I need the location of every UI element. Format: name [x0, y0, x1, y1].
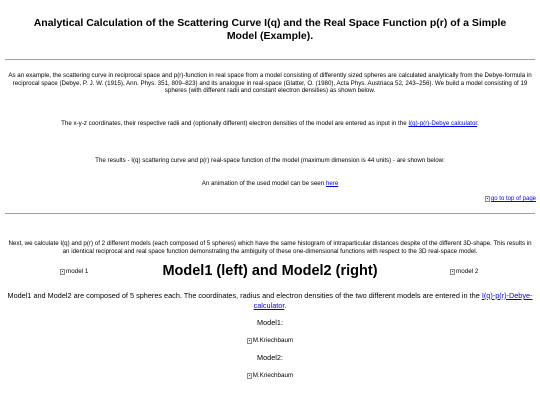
model2-image — [450, 268, 478, 275]
models-end: . — [284, 300, 287, 310]
coords-text: The x-y-z coordinates, their respective radii and (optionally different) electron densities of the model are entered as input in the — [61, 120, 409, 127]
results-paragraph: The results - I(q) scattering curve and p(r) real-space function of the model (maximum dimension is 44 units) - are shown below: — [95, 157, 445, 164]
broken-image-icon — [247, 338, 252, 344]
go-to-top-link[interactable] — [485, 195, 536, 203]
go-to-top-label: go to top of page — [490, 196, 536, 202]
model1-figure — [0, 336, 540, 346]
broken-image-icon — [450, 269, 455, 275]
model2-figure-image — [247, 371, 294, 380]
debye-calculator-link-2[interactable]: I(q)-p(r)-Debye-calculator — [253, 291, 533, 310]
debye-calculator-link[interactable]: I(q)-p(r)-Debye calculator — [408, 120, 478, 127]
animation-link[interactable]: here — [325, 180, 339, 187]
coords-paragraph — [8, 120, 532, 128]
model1-image — [60, 268, 88, 275]
broken-image-icon — [485, 196, 490, 202]
animation-text: An animation of the used model can be seen — [201, 180, 326, 187]
model-heading-row — [0, 262, 540, 282]
coords-end: . — [477, 120, 479, 127]
model1-figure-alt: M.Kriechbaum — [252, 337, 294, 344]
models-text: Model1 and Model2 are composed of 5 spheres each. The coordinates, radius and electron densities of the two different models are entered in the — [7, 291, 482, 300]
page-title: Analytical Calculation of the Scattering Curve I(q) and the Real Space Function p(r) of a Simple Model (Example). — [33, 17, 507, 42]
broken-image-icon — [247, 373, 252, 379]
model2-figure — [0, 371, 540, 381]
models-paragraph — [4, 291, 536, 310]
broken-image-icon — [60, 269, 65, 275]
divider-top — [5, 59, 535, 60]
model1-alt-text: model 1 — [66, 268, 89, 275]
model2-figure-alt: M.Kriechbaum — [252, 372, 294, 379]
model-heading: Model1 (left) and Model2 (right) — [162, 263, 378, 279]
next-paragraph: Next, we calculate I(q) and p(r) of 2 different models (each composed of 5 spheres) which have the same histogram of intraparticular distances despite of the different 3D-shape. This results in an identical reciprocal and real space function demonstrating the ambiguity of these one-dimensional functions with respect to the 3D real-space model. — [8, 240, 532, 255]
model1-figure-image — [247, 336, 294, 345]
model1-label: Model1: — [257, 318, 283, 327]
animation-paragraph — [8, 180, 532, 188]
divider-middle — [5, 213, 535, 214]
model2-alt-text: model 2 — [456, 268, 479, 275]
intro-paragraph: As an example, the scattering curve in reciprocal space and p(r)-function in real space from a model consisting of differently sized spheres are calculated analytically from the Debye-formula in reciprocal space (Debye, P. J. W. (1915), Ann. Phys. 351, 809–823) and its analogue in real-space (Glatter, O. (1980), Acta Phys. Austriaca 52, 243–256). We build a model consisting of 19 spheres (with different radii and constant electron densities) as shown below. — [8, 72, 532, 95]
model2-label: Model2: — [257, 353, 283, 362]
